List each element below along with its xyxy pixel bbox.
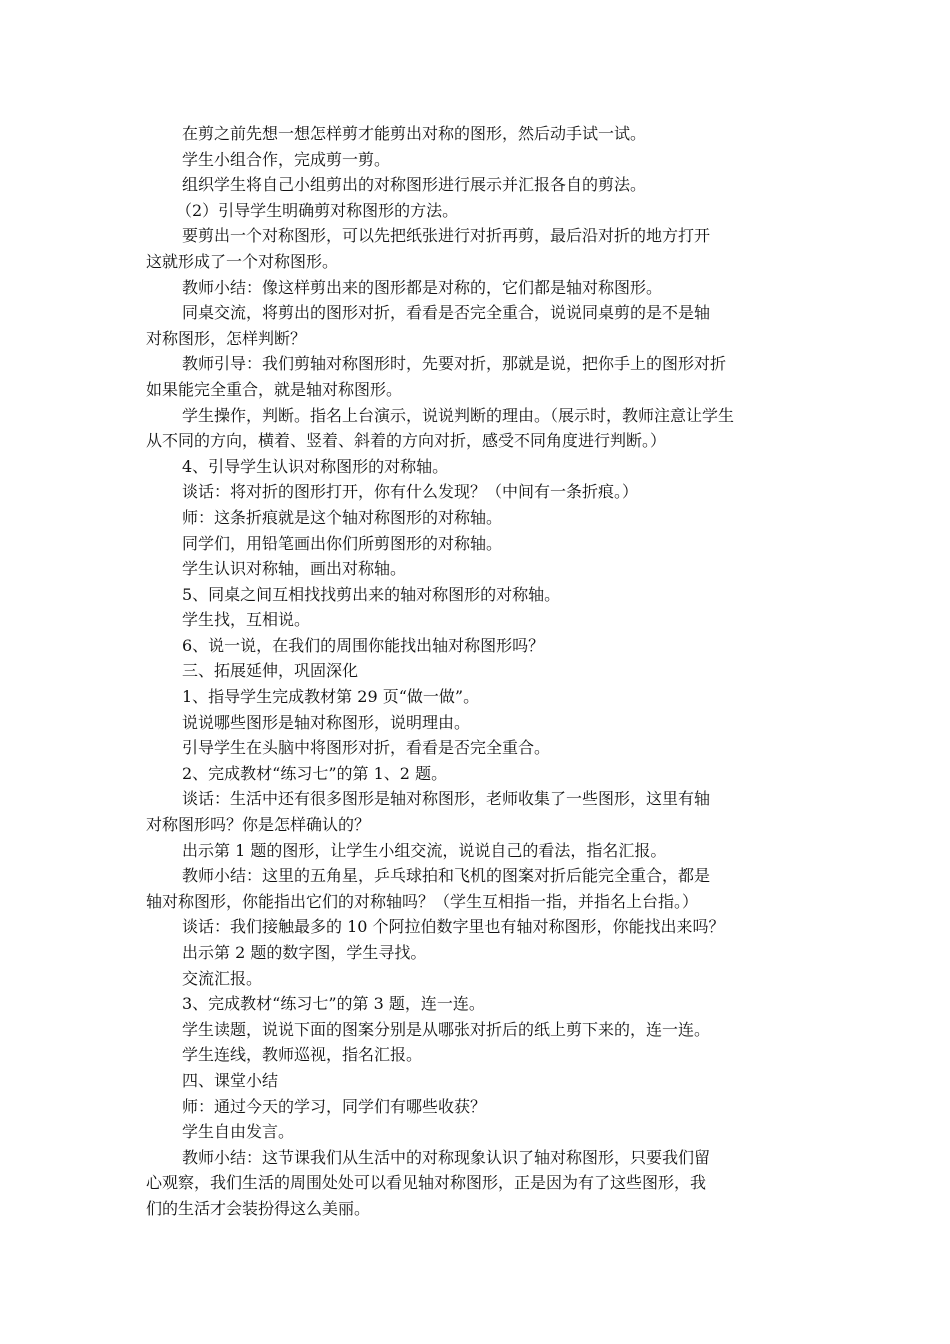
text-line: 教师引导：我们剪轴对称图形时，先要对折，那就是说，把你手上的图形对折 xyxy=(182,354,727,374)
text-line: 们的生活才会装扮得这么美丽。 xyxy=(146,1198,371,1218)
text-line: 三、拓展延伸，巩固深化 xyxy=(182,661,359,681)
text-line: 组织学生将自己小组剪出的对称图形进行展示并汇报各自的剪法。 xyxy=(182,175,647,195)
text-line: 四、课堂小结 xyxy=(182,1070,279,1090)
text-line: 学生连线，教师巡视，指名汇报。 xyxy=(182,1045,423,1065)
text-line: 心观察，我们生活的周围处处可以看见轴对称图形，正是因为有了这些图形，我 xyxy=(146,1173,707,1193)
text-line: 5、同桌之间互相找找剪出来的轴对称图形的对称轴。 xyxy=(182,584,561,604)
text-line: 对称图形吗？你是怎样确认的？ xyxy=(146,815,371,835)
text-line: （2）引导学生明确剪对称图形的方法。 xyxy=(176,200,459,220)
text-line: 对称图形，怎样判断？ xyxy=(146,328,307,348)
text-line: 交流汇报。 xyxy=(182,968,263,988)
text-line: 3、完成教材“练习七”的第 3 题，连一连。 xyxy=(182,994,485,1014)
text-line: 6、说一说，在我们的周围你能找出轴对称图形吗？ xyxy=(182,635,545,655)
text-line: 师：这条折痕就是这个轴对称图形的对称轴。 xyxy=(182,507,503,527)
text-line: 同学们，用铅笔画出你们所剪图形的对称轴。 xyxy=(182,533,503,553)
text-line: 1、指导学生完成教材第 29 页“做一做”。 xyxy=(182,687,480,707)
text-line: 4、引导学生认识对称图形的对称轴。 xyxy=(182,456,449,476)
text-line: 学生操作，判断。指名上台演示，说说判断的理由。（展示时，教师注意让学生 xyxy=(182,405,735,425)
text-line: 谈话：生活中还有很多图形是轴对称图形，老师收集了一些图形，这里有轴 xyxy=(182,789,711,809)
text-line: 轴对称图形，你能指出它们的对称轴吗？（学生互相指一指，并指名上台指。） xyxy=(146,891,699,911)
text-line: 说说哪些图形是轴对称图形，说明理由。 xyxy=(182,712,471,732)
text-line: 出示第 2 题的数字图，学生寻找。 xyxy=(182,943,427,962)
text-line: 教师小结：这节课我们从生活中的对称现象认识了轴对称图形，只要我们留 xyxy=(182,1147,711,1167)
text-line: 2、完成教材“练习七”的第 1、2 题。 xyxy=(182,763,448,783)
text-line: 师：通过今天的学习，同学们有哪些收获？ xyxy=(182,1096,487,1116)
text-line: 这就形成了一个对称图形。 xyxy=(146,251,339,271)
text-line: 谈话：我们接触最多的 10 个阿拉伯数字里也有轴对称图形，你能找出来吗？ xyxy=(182,917,725,937)
text-line: 谈话：将对折的图形打开，你有什么发现？（中间有一条折痕。） xyxy=(182,482,639,502)
text-line: 要剪出一个对称图形，可以先把纸张进行对折再剪，最后沿对折的地方打开 xyxy=(182,226,711,246)
text-line: 学生找，互相说。 xyxy=(182,610,311,630)
text-line: 教师小结：像这样剪出来的图形都是对称的，它们都是轴对称图形。 xyxy=(182,277,663,297)
text-line: 如果能完全重合，就是轴对称图形。 xyxy=(146,379,403,399)
text-line: 出示第 1 题的图形，让学生小组交流，说说自己的看法，指名汇报。 xyxy=(182,840,667,860)
text-line: 教师小结：这里的五角星，乒乓球拍和飞机的图案对折后能完全重合，都是 xyxy=(182,866,711,886)
text-line: 学生小组合作，完成剪一剪。 xyxy=(182,149,391,169)
text-line: 学生读题，说说下面的图案分别是从哪张对折后的纸上剪下来的，连一连。 xyxy=(182,1019,711,1039)
text-line: 学生认识对称轴，画出对称轴。 xyxy=(182,559,407,579)
text-line: 从不同的方向，横着、竖着、斜着的方向对折，感受不同角度进行判断。） xyxy=(146,431,667,451)
text-line: 学生自由发言。 xyxy=(182,1122,295,1142)
document-body xyxy=(146,121,810,1222)
text-line: 同桌交流，将剪出的图形对折，看看是否完全重合，说说同桌剪的是不是轴 xyxy=(182,303,711,323)
text-line: 在剪之前先想一想怎样剪才能剪出对称的图形，然后动手试一试。 xyxy=(182,124,647,143)
text-line: 引导学生在头脑中将图形对折，看看是否完全重合。 xyxy=(182,738,551,758)
